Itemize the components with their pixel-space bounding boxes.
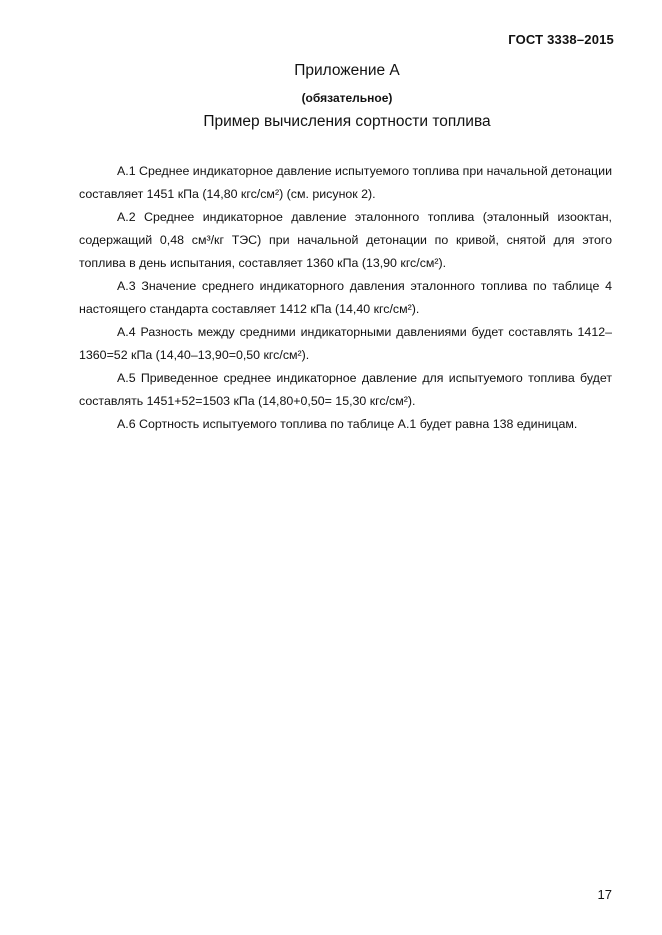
paragraph-a3: А.3 Значение среднего индикаторного давления эталонного топлива по таблице 4 настоящего стандарта составляет 1412 кПа (14,40 кгс/см²). — [79, 279, 612, 316]
paragraph-a4: А.4 Разность между средними индикаторными давлениями будет составлять 1412–1360=52 кПа (14,40–13,90=0,50 кгс/см²). — [79, 325, 612, 362]
paragraph-a1: А.1 Среднее индикаторное давление испытуемого топлива при начальной детонации составляет 1451 кПа (14,80 кгс/см²) (см. рисунок 2). — [79, 164, 612, 201]
paragraph-a5: А.5 Приведенное среднее индикаторное давление для испытуемого топлива будет составлять 1451+52=1503 кПа (14,80+0,50= 15,30 кгс/см²). — [79, 371, 612, 408]
paragraph-a2: А.2 Среднее индикаторное давление эталонного топлива (эталонный изооктан, содержащий 0,48 см³/кг ТЭС) при начальной детонации по кривой, снятой для этого топлива в день испытания, составляет 1360 кПа (13,90 кгс/см²). — [79, 210, 612, 270]
appendix-status: (обязательное) — [301, 91, 393, 105]
appendix-title: Приложение А — [294, 62, 400, 79]
document-body — [79, 160, 612, 436]
page-number: 17 — [597, 887, 612, 902]
standard-code: ГОСТ 3338–2015 — [508, 32, 614, 47]
appendix-heading: Пример вычисления сортности топлива — [203, 113, 491, 130]
paragraph-a6: А.6 Сортность испытуемого топлива по таблице А.1 будет равна 138 единицам. — [117, 417, 578, 431]
